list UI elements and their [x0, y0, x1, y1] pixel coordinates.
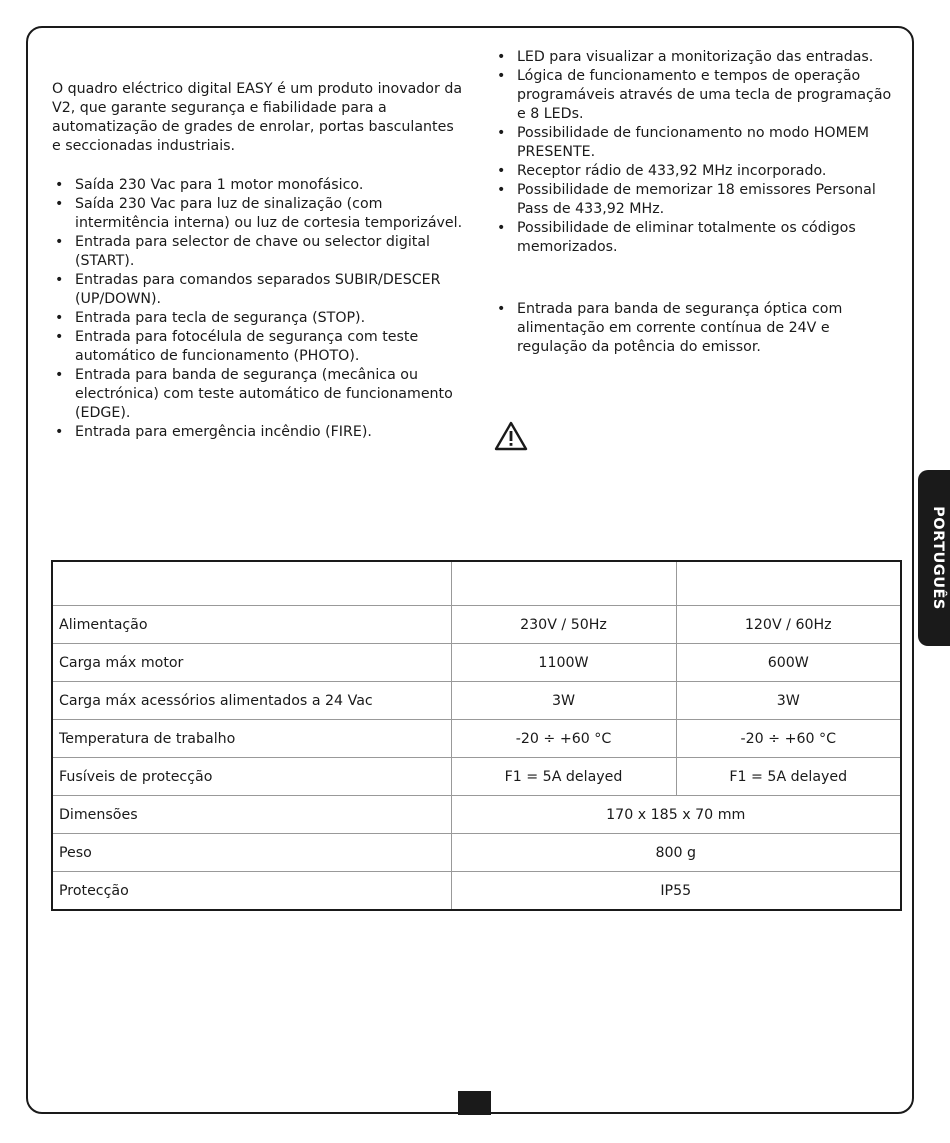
value-230v: 230V / 50Hz	[451, 606, 676, 644]
row-label: Carga máx motor	[52, 644, 451, 682]
row-label: Protecção	[52, 872, 451, 911]
list-item: • Possibilidade de memorizar 18 emissores Personal Pass de 433,92 MHz.	[494, 181, 904, 219]
table-row	[52, 796, 901, 834]
right-column	[494, 48, 904, 357]
list-item: • Entrada para emergência incêndio (FIRE).	[52, 423, 464, 442]
feature-list-right-extra	[494, 300, 904, 357]
value-120v: 3W	[676, 682, 901, 720]
list-item: • Receptor rádio de 433,92 MHz incorporado.	[494, 162, 904, 181]
language-tab-label: PORTUGUÊS	[930, 506, 946, 610]
list-item: • Possibilidade de eliminar totalmente os códigos memorizados.	[494, 219, 904, 257]
table-row	[52, 606, 901, 644]
list-item: • Entradas para comandos separados SUBIR/DESCER (UP/DOWN).	[52, 271, 464, 309]
value-230v: 1100W	[451, 644, 676, 682]
table-row	[52, 720, 901, 758]
table-header-cell	[676, 561, 901, 606]
list-item: • Entrada para banda de segurança (mecânica ou electrónica) com teste automático de funcionamento (EDGE).	[52, 366, 464, 423]
table-row	[52, 872, 901, 911]
list-item: • Entrada para tecla de segurança (STOP).	[52, 309, 464, 328]
feature-list-right	[494, 48, 904, 257]
list-item: • Saída 230 Vac para 1 motor monofásico.	[52, 176, 464, 195]
row-label: Dimensões	[52, 796, 451, 834]
table-row	[52, 644, 901, 682]
merged-value: IP55	[451, 872, 901, 911]
language-tab	[918, 470, 950, 646]
value-120v: 120V / 60Hz	[676, 606, 901, 644]
row-label: Alimentação	[52, 606, 451, 644]
list-item: • Lógica de funcionamento e tempos de operação programáveis através de uma tecla de programação e 8 LEDs.	[494, 67, 904, 124]
merged-value: 800 g	[451, 834, 901, 872]
table-header-cell	[451, 561, 676, 606]
value-230v: 3W	[451, 682, 676, 720]
value-120v: F1 = 5A delayed	[676, 758, 901, 796]
intro-paragraph: O quadro eléctrico digital EASY é um produto inovador da V2, que garante segurança e fiabilidade para a automatização de grades de enrolar, portas basculantes e seccionadas industriais.	[52, 81, 463, 154]
left-column	[52, 80, 464, 442]
table-row	[52, 682, 901, 720]
warning-triangle-icon	[494, 420, 528, 452]
list-item: • LED para visualizar a monitorização das entradas.	[494, 48, 904, 67]
table-row	[52, 758, 901, 796]
table-header-cell	[52, 561, 451, 606]
row-label: Carga máx acessórios alimentados a 24 Vac	[52, 682, 451, 720]
value-230v: F1 = 5A delayed	[451, 758, 676, 796]
list-item: • Entrada para fotocélula de segurança com teste automático de funcionamento (PHOTO).	[52, 328, 464, 366]
table-header-row	[52, 561, 901, 606]
list-item: • Possibilidade de funcionamento no modo HOMEM PRESENTE.	[494, 124, 904, 162]
list-item: • Entrada para selector de chave ou selector digital (START).	[52, 233, 464, 271]
list-item: • Saída 230 Vac para luz de sinalização (com intermitência interna) ou luz de cortesia temporizável.	[52, 195, 464, 233]
table-row	[52, 834, 901, 872]
row-label: Temperatura de trabalho	[52, 720, 451, 758]
page-number-block	[458, 1091, 491, 1115]
specifications-table	[51, 560, 902, 911]
list-item: • Entrada para banda de segurança óptica com alimentação em corrente contínua de 24V e regulação da potência do emissor.	[494, 300, 904, 357]
feature-list-left	[52, 176, 464, 442]
row-label: Peso	[52, 834, 451, 872]
value-120v: 600W	[676, 644, 901, 682]
value-230v: -20 ÷ +60 °C	[451, 720, 676, 758]
value-120v: -20 ÷ +60 °C	[676, 720, 901, 758]
row-label: Fusíveis de protecção	[52, 758, 451, 796]
merged-value: 170 x 185 x 70 mm	[451, 796, 901, 834]
